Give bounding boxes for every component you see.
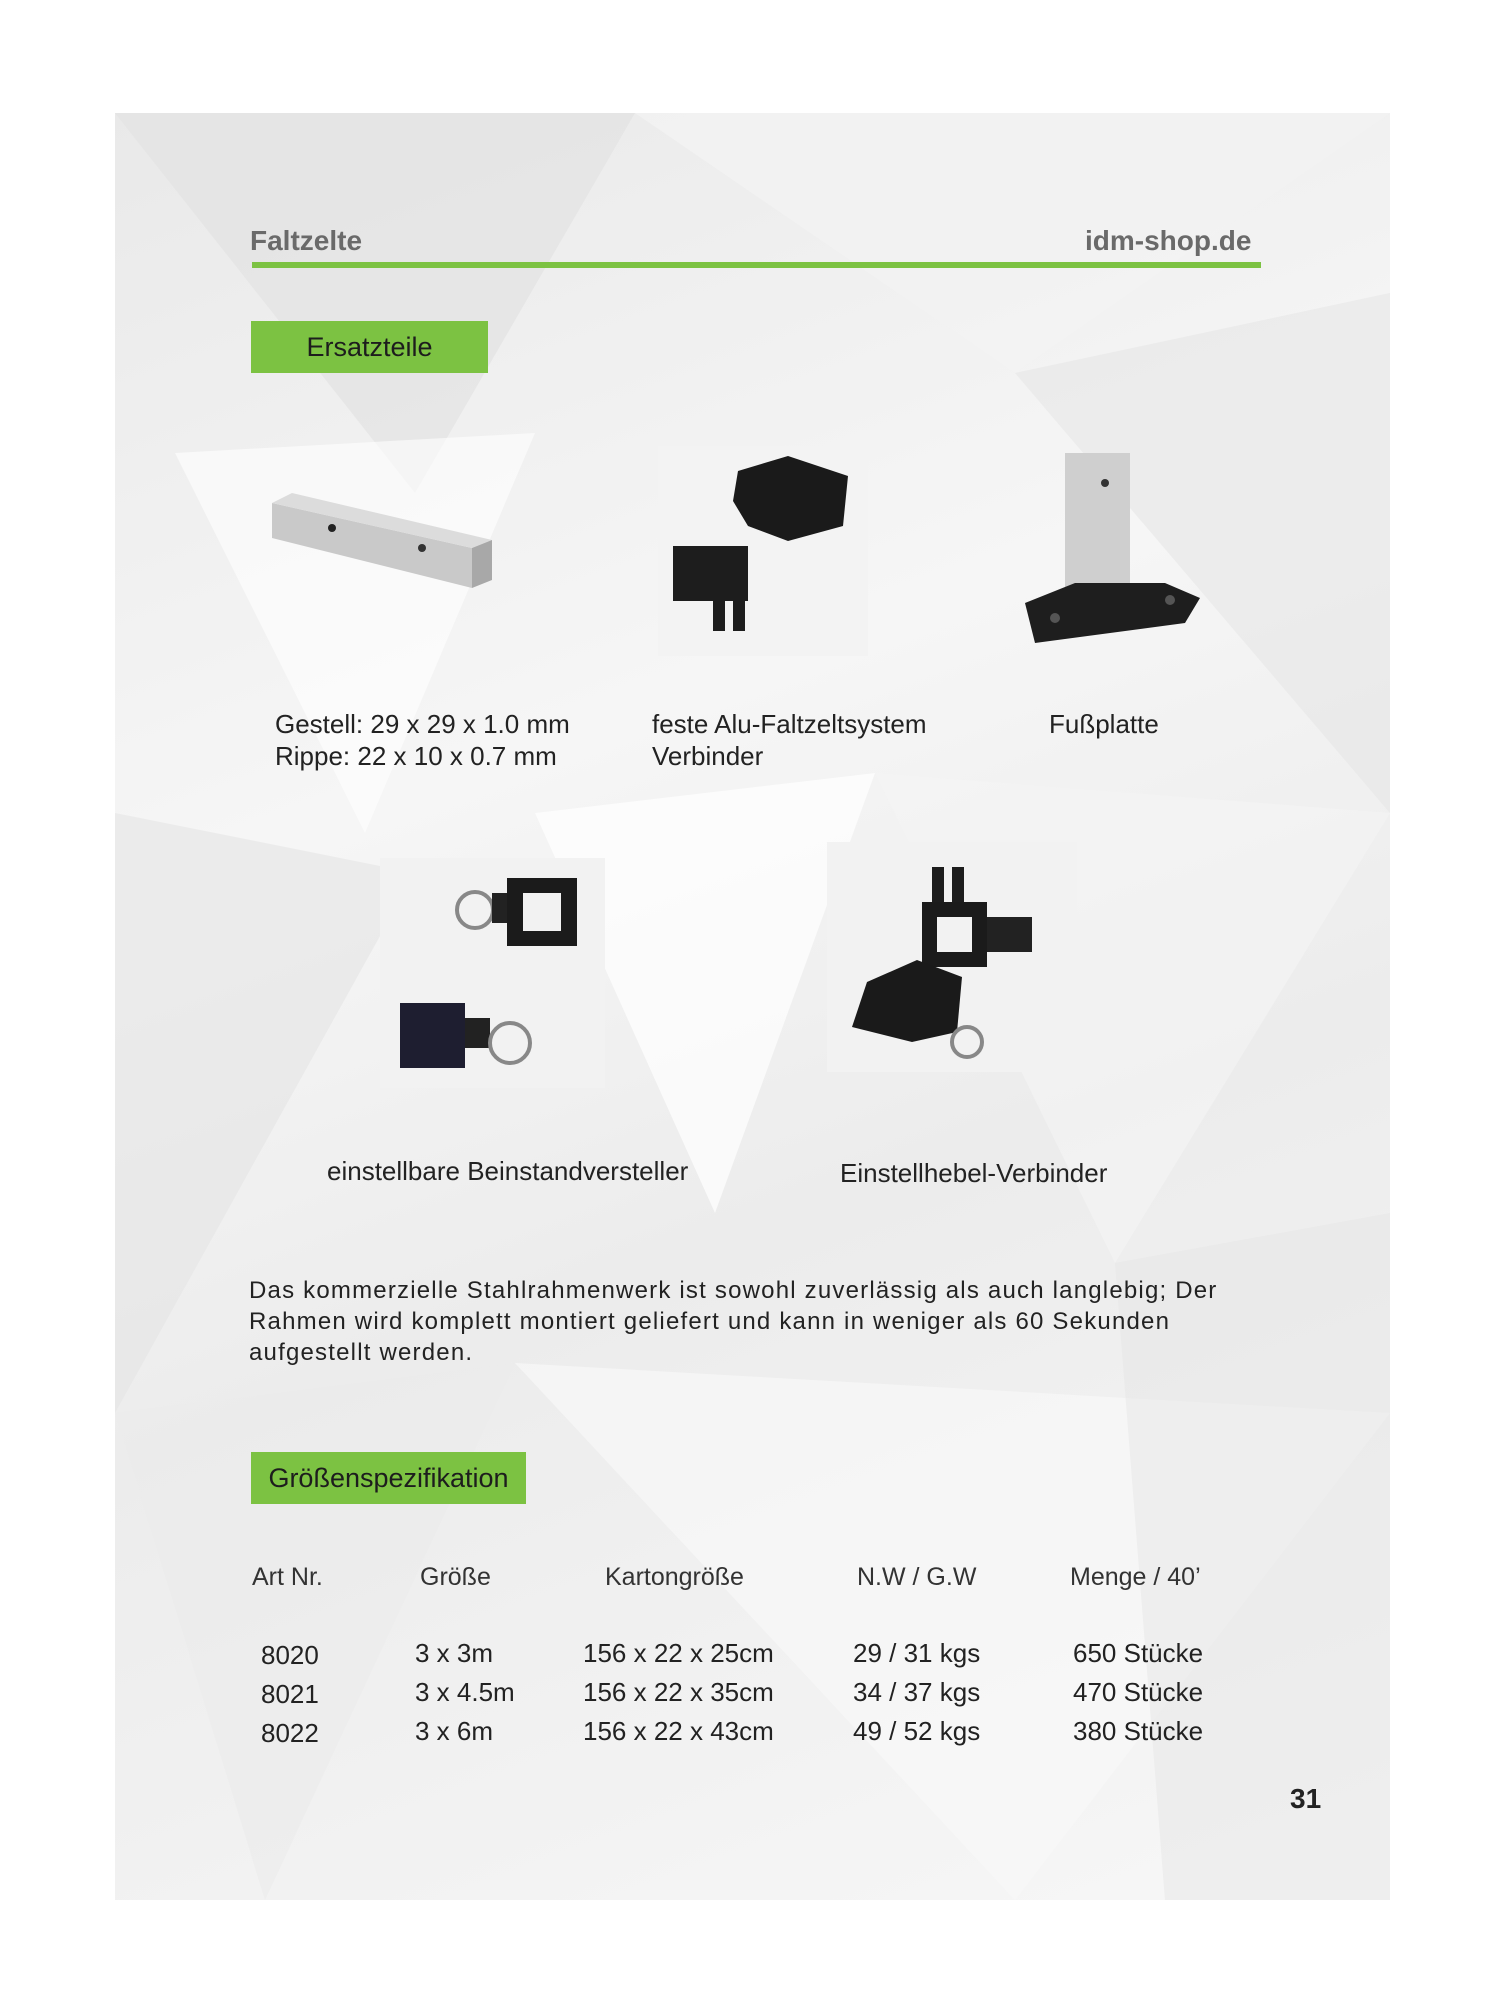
section-tag-spare-parts: Ersatzteile	[251, 321, 488, 373]
table-header: Art Nr.	[252, 1563, 323, 1591]
header-divider	[252, 262, 1261, 268]
header-title: Faltzelte	[250, 225, 363, 256]
table-cell: 3 x 3m	[415, 1638, 494, 1668]
table-header: Größe	[420, 1563, 491, 1591]
table-cell: 8022	[261, 1718, 319, 1748]
part-caption-line: Gestell: 29 x 29 x 1.0 mm	[275, 709, 570, 739]
leg-adjuster-image	[380, 858, 605, 1088]
table-header: Kartongröße	[605, 1563, 744, 1591]
table-cell: 3 x 4.5m	[415, 1677, 515, 1707]
table-header: N.W / G.W	[857, 1563, 977, 1591]
table-cell: 8020	[261, 1640, 319, 1670]
table-cell: 650 Stücke	[1073, 1638, 1204, 1668]
table-cell: 156 x 22 x 43cm	[583, 1716, 774, 1746]
section-tag-size-spec: Größenspezifikation	[251, 1452, 526, 1504]
lever-connector-image	[827, 842, 1077, 1072]
part-caption-line: Rippe: 22 x 10 x 0.7 mm	[275, 741, 557, 771]
table-cell: 8021	[261, 1679, 319, 1709]
table-cell: 29 / 31 kgs	[853, 1638, 981, 1668]
part-caption-frame	[275, 708, 570, 772]
frame-tube-image	[272, 488, 602, 628]
part-caption-connector	[652, 708, 927, 772]
table-cell: 34 / 37 kgs	[853, 1677, 981, 1707]
table-cell: 156 x 22 x 35cm	[583, 1677, 774, 1707]
table-cell: 380 Stücke	[1073, 1716, 1204, 1746]
foot-plate-image	[1015, 448, 1205, 658]
table-cell: 3 x 6m	[415, 1716, 494, 1746]
part-caption-line: feste Alu-Faltzeltsystem	[652, 709, 927, 739]
part-caption-foot-plate: Fußplatte	[1049, 709, 1159, 739]
table-cell: 470 Stücke	[1073, 1677, 1204, 1707]
table-cell: 49 / 52 kgs	[853, 1716, 981, 1746]
part-caption-lever-connector: Einstellhebel-Verbinder	[840, 1158, 1108, 1188]
brochure-page	[115, 113, 1390, 1900]
table-cell: 156 x 22 x 25cm	[583, 1638, 774, 1668]
geometric-background	[115, 113, 1390, 1900]
header-site: idm-shop.de	[1085, 225, 1252, 256]
part-caption-leg-adjuster: einstellbare Beinstandversteller	[327, 1156, 689, 1186]
page-number: 31	[1290, 1783, 1322, 1814]
part-caption-line: Verbinder	[652, 741, 764, 771]
table-header: Menge / 40’	[1070, 1563, 1201, 1591]
description-paragraph: Das kommerzielle Stahlrahmenwerk ist sowohl zuverlässig als auch langlebig; Der Rahmen wird komplett montiert geliefert und kann in weniger als 60 Sekunden aufgestellt werden.	[249, 1277, 1218, 1366]
connector-image	[658, 446, 868, 656]
